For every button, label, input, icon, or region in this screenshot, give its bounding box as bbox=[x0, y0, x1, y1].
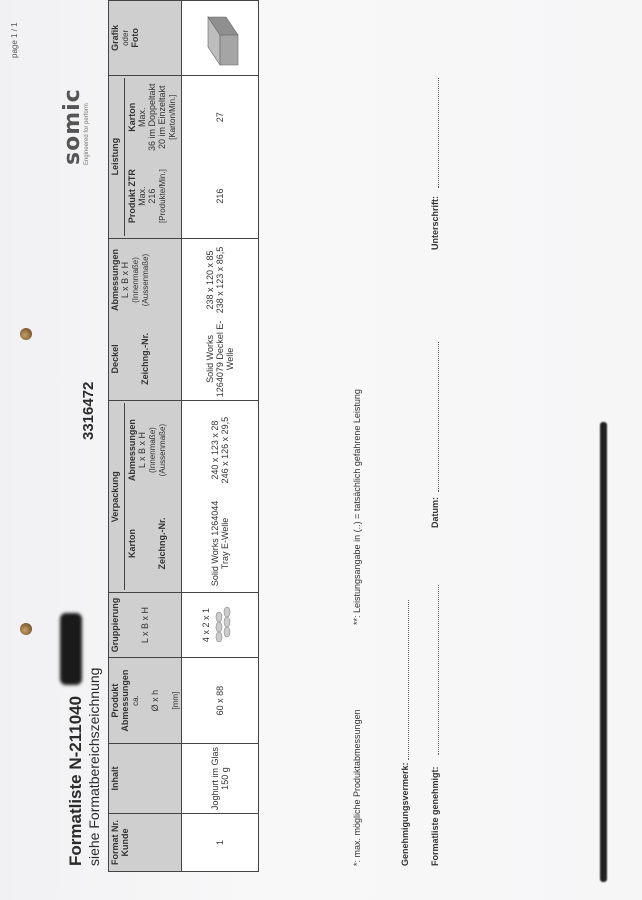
header-label: L x B x H bbox=[137, 431, 147, 469]
format-table bbox=[108, 0, 259, 872]
formatliste-genehmigt-line[interactable] bbox=[430, 585, 439, 755]
header-label: (Innenmaße) bbox=[148, 427, 157, 473]
header-label: Karton bbox=[127, 102, 137, 132]
marker-line bbox=[600, 422, 607, 882]
header-label: [Produkte/Min.] bbox=[158, 169, 167, 223]
unterschrift-line[interactable] bbox=[430, 78, 439, 188]
header-label: Karton bbox=[127, 528, 137, 558]
order-number: 3316472 bbox=[80, 381, 97, 440]
karton-value: 27 bbox=[215, 112, 225, 123]
genehmigungsvermerk-line[interactable] bbox=[400, 600, 409, 760]
col-verpackung bbox=[109, 401, 182, 593]
punch-hole-left bbox=[20, 623, 32, 635]
header-value: 216 bbox=[147, 188, 157, 204]
datum-line[interactable] bbox=[430, 342, 439, 492]
company-logo: somic bbox=[60, 88, 85, 165]
header-label: (Aussenmaße) bbox=[158, 423, 167, 477]
col-deckel bbox=[109, 238, 182, 401]
header-label: Zeichng.-Nr. bbox=[140, 332, 150, 385]
header-label: Gruppierung bbox=[110, 597, 120, 653]
cell-verpackung bbox=[182, 401, 259, 593]
unterschrift-label: Unterschrift: bbox=[430, 195, 440, 250]
col-produkt bbox=[109, 657, 182, 743]
table-header-row bbox=[109, 1, 182, 872]
cell-inhalt: Joghurt im Glas 150 g bbox=[182, 744, 259, 814]
header-label: Format Nr. Kunde bbox=[110, 819, 130, 865]
header-label: L x B x H bbox=[120, 261, 130, 299]
header-label: ca. bbox=[131, 695, 140, 706]
col-inhalt bbox=[109, 744, 182, 814]
cell-format: 1 bbox=[182, 813, 259, 871]
redaction-mark bbox=[60, 613, 82, 685]
karton-innen: 240 x 123 x 28 bbox=[210, 420, 220, 480]
cell-grafik bbox=[182, 1, 259, 76]
footnote-max-dimensions: *: max. mögliche Produktabmessungen bbox=[352, 709, 362, 866]
page-number: page 1 / 1 bbox=[10, 22, 19, 58]
footnote-leistung: **: Leistungsangabe in (..) = tatsächlich gefahrene Leistung bbox=[352, 389, 362, 625]
logo-tagline: Engineered for perform bbox=[84, 103, 90, 165]
deckel-zeichng: Solid Works 1264079 Deckel E-Welle bbox=[205, 320, 235, 398]
col-gruppierung bbox=[109, 593, 182, 658]
header-label: Produkt ZTR bbox=[127, 169, 137, 224]
formatliste-genehmigt-label: Formatliste genehmigt: bbox=[430, 766, 440, 866]
header-label: Ø x h bbox=[150, 689, 160, 712]
deckel-innen: 238 x 120 x 85 bbox=[205, 250, 215, 310]
header-label: [mm] bbox=[171, 691, 180, 710]
karton-aussen: 246 x 126 x 29,5 bbox=[220, 416, 230, 484]
page-title: Formatliste N-211040 bbox=[66, 695, 85, 866]
produkt-ztr-value: 216 bbox=[215, 188, 225, 204]
header-label: Abmessungen bbox=[127, 419, 137, 482]
cell-leistung bbox=[182, 75, 259, 238]
header-label: Foto bbox=[130, 28, 140, 48]
header-label: Abmessungen bbox=[120, 669, 130, 732]
cell-produkt: 60 x 88 bbox=[182, 657, 259, 743]
cell-gruppierung bbox=[182, 593, 259, 658]
deckel-aussen: 238 x 123 x 86,5 bbox=[215, 246, 225, 314]
col-format bbox=[109, 813, 182, 871]
page-subtitle: siehe Formatbereichszeichnung bbox=[86, 667, 102, 866]
header-label: Abmessungen bbox=[110, 248, 120, 311]
header-label: Verpackung bbox=[110, 471, 120, 523]
header-label: Grafik bbox=[110, 24, 120, 51]
header-label: [Karton/Min.] bbox=[168, 94, 177, 140]
header-label: oder bbox=[121, 29, 130, 46]
genehmigungsvermerk-label: Genehmigungsvermerk: bbox=[400, 762, 410, 866]
header-label: Max. bbox=[137, 107, 147, 127]
gruppierung-value: 4 x 2 x 1 bbox=[201, 608, 211, 643]
header-label: (Aussenmaße) bbox=[141, 253, 150, 307]
header-label: Produkt bbox=[110, 683, 120, 718]
datum-label: Datum: bbox=[430, 497, 440, 528]
header-label: Deckel bbox=[110, 344, 120, 374]
box-graphic-icon bbox=[198, 7, 242, 69]
table-row bbox=[182, 1, 259, 872]
header-label: Zeichng.-Nr. bbox=[157, 517, 167, 570]
header-label: Leistung bbox=[110, 137, 120, 176]
punch-hole-right bbox=[20, 328, 32, 340]
header-label: 20 im Einzeltakt bbox=[157, 85, 167, 149]
header-label: Max. bbox=[137, 186, 147, 206]
header-label: 36 im Doppeltakt bbox=[147, 83, 157, 151]
header-label: (Innenmaße) bbox=[131, 257, 140, 303]
karton-zeichng: Solid Works 1264044 Tray E-Welle bbox=[210, 500, 230, 587]
col-leistung bbox=[109, 75, 182, 238]
col-grafik bbox=[109, 1, 182, 76]
header-label: L x B x H bbox=[140, 606, 150, 644]
jar-group-icon bbox=[211, 605, 237, 645]
cell-deckel bbox=[182, 238, 259, 401]
header-label: Inhalt bbox=[110, 766, 120, 791]
